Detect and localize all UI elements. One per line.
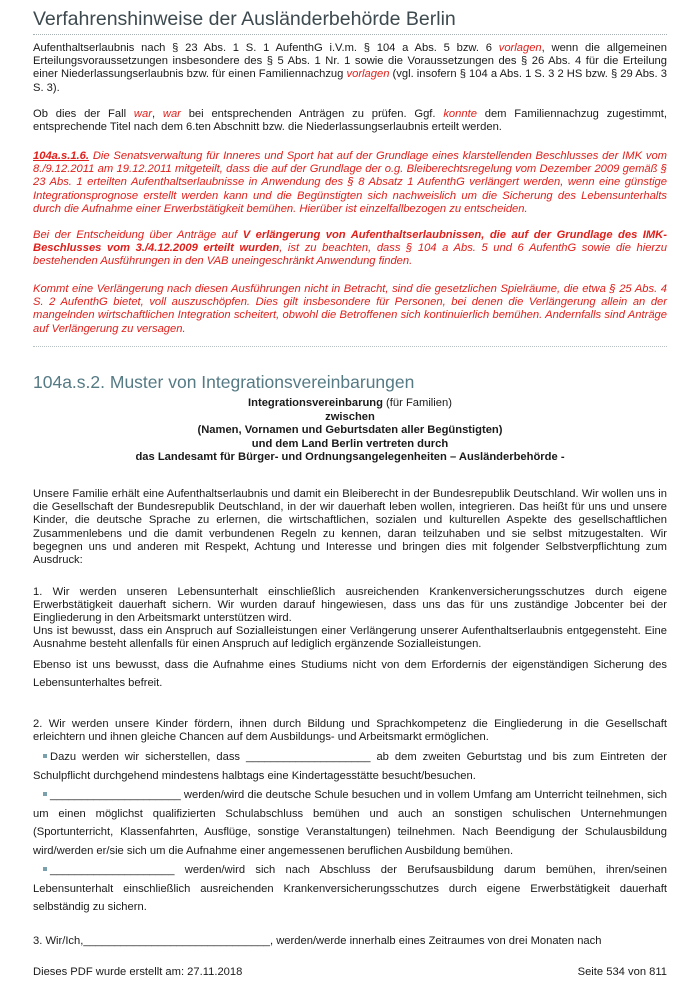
contract-heading [33, 397, 667, 465]
bullet-square-icon [43, 754, 47, 758]
section-divider [33, 346, 667, 347]
contract-heading-line-2: zwischen [325, 410, 375, 423]
item-2-text: 2. Wir werden unsere Kinder fördern, ihnen durch Bildung und Sprachkompetenz die Eingliederung in die Gesellschaft erleichtern und ihnen gleiche Chancen auf dem Ausbildungs- und Arbeitsmarkt ermöglichen. [33, 718, 667, 744]
contract-intro: Unsere Familie erhält eine Aufenthaltserlaubnis und damit ein Bleiberecht in der Bundesrepublik Deutschland. Wir wollen uns in die Gesellschaft der Bundesrepublik Deutschland, in der wir dauerhaft leben wollen, integrieren. Das heißt für uns und unsere Kinder, die deutsche Sprache zu erlernen, die wirtschaftlichen, sozialen und kulturellen Aspekte des gesellschaftlichen Zusammenlebens und die damit verbundenen Regeln zu kennen, daran teilzuhaben und sie selbst mitzugestalten. Wir begegnen uns und anderen mit Respekt, Achtung und Interesse und bringen dies mit folgender Selbstverpflichtung zum Ausdruck: [33, 488, 667, 567]
p3-text: Die Senatsverwaltung für Inneres und Sport hat auf der Grundlage eines klarstellenden Beschlusses der IMK vom 8./9.12.2011 am 19.12.2011 mitgeteilt, dass die auf der Grundlage der o.g. Bleiberechtsregelung vom Dezember 2009 gemäß § 23 Abs. 1 erteilten Aufenthaltserlaubnisse in Anwendung des § 8 Absatz 1 AufenthG verlängert werden, wenn eine günstige Integrationsprognose erstellt werden kann und die Begünstigten sich nachweislich um die Sicherung des Lebensunterhalts durch die Aufnahme einer Erwerbstätigkeit bemühen. Hierüber ist einzelfallbezogen zu entscheiden. [33, 150, 667, 215]
p1-text-e: (vgl. insofern § 104 a Abs. 1 S. 3 2 HS bzw. § 29 Abs. 3 S. 3). [33, 68, 667, 94]
p2-text-e: bei entsprechenden Anträgen zu prüfen. Ggf. [180, 108, 444, 120]
p4-text-a: Bei der Entscheidung über Anträge auf [33, 229, 243, 241]
page-header-title: Verfahrenshinweise der Ausländerbehörde Berlin [33, 8, 667, 35]
p4-text-c: , ist zu beachten, dass § 104 a Abs. 5 und 6 AufenthG sowie die hierzu bestehenden Ausführungen in den VAB uneingeschränkt Anwendung finden. [33, 242, 667, 268]
item-2-bullet-beruf [33, 861, 667, 917]
item-1-social-benefits: Uns ist bewusst, dass ein Anspruch auf Sozialleistungen einer Verlängerung unserer Aufenthaltserlaubnis entgegensteht. Eine Ausnahme besteht allenfalls für einen Anspruch auf lediglich ergänzende Sozialleistungen. [33, 625, 667, 651]
item-2-bullet-kita [33, 748, 667, 785]
p2-text-g: dem Familiennachzug zugestimmt, entsprechende Titel nach dem 6.ten Abschnitt bzw. die Niederlassungserlaubnis erteilt werden. [33, 108, 667, 134]
p2-highlight-konnte: konnte [443, 108, 477, 120]
footer-page-number: Seite 534 von 811 [577, 966, 667, 978]
p2-highlight-war-2: war [162, 108, 181, 120]
item-2-bullet-schule [33, 786, 667, 860]
item-3-text: 3. Wir/Ich,______________________________, werden/werde innerhalb eines Zeitraumes von drei Monaten nach [33, 935, 602, 947]
contract-subtitle: (für Familien) [382, 397, 452, 409]
paragraph-3-senatsverwaltung [33, 150, 667, 216]
section-heading: 104a.s.2. Muster von Integrationsvereinbarungen [33, 372, 415, 392]
paragraph-5-verlaengerung [33, 283, 667, 336]
bullet-kita-text: Dazu werden wir sicherstellen, dass ____________________ ab dem zweiten Geburtstag und bis zum Eintreten der Schulpflicht durchgehend mindestens halbtags eine Kindertagesstätte besucht/besuchen. [33, 751, 667, 782]
p1-highlight-vorlagen-2: vorlagen [346, 68, 390, 81]
item-1-study: Ebenso ist uns bewusst, dass die Aufnahme eines Studiums nicht von dem Erfordernis der eigenständigen Sicherung des Lebensunterhaltes befreit. [33, 659, 667, 690]
p4-bold: V erlängerung von Aufenthaltserlaubnissen, die auf der Grundlage des IMK-Beschlusses vom 3./4.12.2009 erteilt wurden [33, 229, 667, 255]
item-1-text: 1. Wir werden unseren Lebensunterhalt einschließlich ausreichenden Krankenversicherungsschutzes durch eigene Erwerbstätigkeit dauerhaft sichern. Wir wurden darauf hingewiesen, dass uns das für uns zuständige Jobcenter bei der Eingliederung in den Arbeitsmarkt unterstützen wird. [33, 586, 667, 625]
contract-heading-line-1 [33, 397, 667, 411]
p1-text-a: Aufenthaltserlaubnis nach § 23 Abs. 1 S. 1 AufenthG i.V.m. § 104 a Abs. 5 bzw. 6 [33, 42, 499, 54]
paragraph-2 [33, 108, 667, 134]
contract-heading-line-3: (Namen, Vornamen und Geburtsdaten aller Begünstigten) [197, 424, 503, 437]
paragraph-1 [33, 42, 667, 95]
p2-text-a: Ob dies der Fall [33, 108, 134, 120]
p5-text: Kommt eine Verlängerung nach diesen Ausführungen nicht in Betracht, sind die gesetzlichen Spielräume, die etwa § 25 Abs. 4 S. 2 AufenthG bietet, voll auszuschöpfen. Dies gilt insbesondere für Personen, bei denen die Verlängerung allein an der mangelnden wirtschaftlichen Integration scheitert, obwohl die Betroffenen sich kontinuierlich bemühen. Andernfalls sind Anträge auf Verlängerung zu versagen. [33, 283, 667, 335]
paragraph-4-entscheidung [33, 229, 667, 269]
p1-text-c: , wenn die allgemeinen Erteilungsvoraussetzungen insbesondere des § 5 Abs. 1 Nr. 1 sowie die Voraussetzungen des § 26 Abs. 4 für die Erteilung einer Niederlassungserlaubnis bzw. für einen Familiennachzug [33, 42, 667, 81]
p1-highlight-vorlagen-1: vorlagen [498, 42, 542, 54]
bullet-square-icon [43, 792, 47, 796]
contract-title: Integrationsvereinbarung [248, 397, 383, 409]
contract-heading-line-5: das Landesamt für Bürger- und Ordnungsangelegenheiten – Ausländerbehörde - [135, 451, 565, 464]
p3-reference: 104a.s.1.6. [33, 150, 89, 162]
p2-text-c: , [151, 108, 163, 120]
bullet-schule-text: _____________________ werden/wird die deutsche Schule besuchen und in vollem Umfang am Unterricht teilnehmen, sich um einen möglichst qualifizierten Schulabschluss bemühen und auch an sonstigen schulischen Unternehmungen (Sportunterricht, Klassenfahrten, Ausflüge, sonstige Veranstaltungen) teilnehmen. Nach Beendigung der Schulausbildung wird/werden er/sie sich um die Aufnahme einer angemessenen beruflichen Ausbildung bemühen. [33, 789, 667, 857]
bullet-beruf-text: ____________________ werden/wird sich nach Abschluss der Berufsausbildung darum bemühen, ihren/seinen Lebensunterhalt einschließlich ausreichenden Krankenversicherungsschutzes durch eigene Erwerbstätigkeit dauerhaft selbständig zu sichern. [33, 864, 667, 914]
footer-created-date: Dieses PDF wurde erstellt am: 27.11.2018 [33, 966, 243, 978]
page-footer [33, 966, 667, 978]
contract-heading-line-4: und dem Land Berlin vertreten durch [251, 437, 449, 450]
p2-highlight-war-1: war [133, 108, 152, 120]
bullet-square-icon [43, 867, 47, 871]
